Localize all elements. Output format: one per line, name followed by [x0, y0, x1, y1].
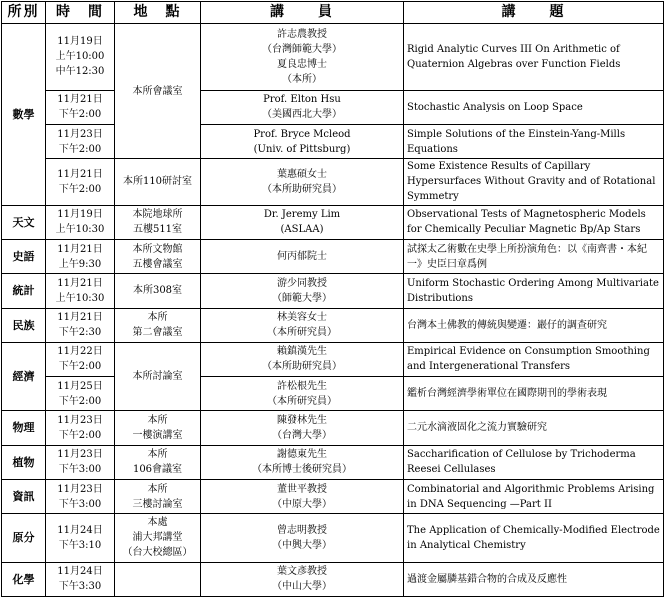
speaker-cell [201, 445, 404, 479]
date: 11月23日 [57, 414, 103, 426]
table-row [2, 159, 664, 205]
speaker-affiliation: （本所） [282, 73, 322, 85]
speaker-name: 許志農教授 [277, 28, 327, 40]
topic-cell [404, 90, 664, 124]
place-cell [115, 308, 201, 342]
place: 106會議室 [132, 464, 183, 476]
topic: 鑑析台灣經濟學術單位在國際期刊的學術表現 [407, 388, 607, 400]
speaker-name: Prof. Elton Hsu [263, 94, 341, 106]
time: 下午3:00 [58, 464, 102, 476]
speaker-name: 何丙郁院士 [277, 251, 327, 263]
place-cell [115, 445, 201, 479]
time: 上午10:30 [55, 292, 105, 304]
table-row [2, 205, 664, 239]
speaker-name: 賴鎮漢先生 [277, 346, 327, 358]
topic: 台灣本土佛教的傳統與變遷：巖仔的調查研究 [407, 319, 607, 331]
place: 本處 [147, 517, 168, 529]
speaker-name: 許松根先生 [277, 380, 327, 392]
speaker-affiliation: （本所博士後研究員） [252, 464, 352, 476]
time-cell [46, 125, 115, 159]
speaker-affiliation: (ASLAA) [280, 224, 324, 236]
table-row [2, 445, 664, 479]
time-cell [46, 342, 115, 376]
place-cell [115, 479, 201, 513]
date: 11月25日 [57, 380, 103, 392]
time: 下午2:00 [58, 143, 102, 155]
topic-cell [404, 159, 664, 205]
date: 11月21日 [57, 168, 103, 180]
table-row [2, 274, 664, 308]
field-economics: 經濟 [2, 342, 46, 411]
speaker-cell [201, 411, 404, 445]
table-row [2, 125, 664, 159]
speaker-name: 葉惠碩女士 [277, 168, 327, 180]
date: 11月21日 [57, 312, 103, 324]
topic: The Application of Chemically-Modified Electrode in Analytical Chemistry [407, 524, 660, 551]
topic: 過渡金屬膦基錯合物的合成及反應性 [407, 573, 567, 585]
table-row [2, 411, 664, 445]
place-cell: 本所會議室 [115, 24, 201, 159]
speaker-cell [201, 125, 404, 159]
date: 11月21日 [57, 94, 103, 106]
time: 下午2:00 [58, 429, 102, 441]
topic-cell [404, 377, 664, 411]
topic-cell [404, 308, 664, 342]
topic-cell [404, 514, 664, 562]
field-physics: 物理 [2, 411, 46, 445]
place: 本所文物館 [132, 243, 183, 255]
place-cell [115, 514, 201, 562]
speaker-affiliation: （中山大學） [272, 581, 332, 593]
speaker-name: Prof. Bryce Mcleod [253, 128, 351, 140]
table-row [2, 377, 664, 411]
place: 本所 [147, 414, 168, 426]
topic: Some Existence Results of Capillary Hypersurfaces Without Gravity and of Rotational Symmetry [407, 161, 656, 203]
place: （台大校總區） [122, 547, 193, 559]
topic: Empirical Evidence on Consumption Smoothing and Intergenerational Transfers [407, 346, 650, 373]
place-cell [115, 239, 201, 273]
table-row [2, 24, 664, 91]
date: 11月24日 [57, 566, 103, 578]
time-cell [46, 159, 115, 205]
place: 五樓511室 [132, 224, 183, 236]
field-ethnology: 民族 [2, 308, 46, 342]
place-cell [115, 411, 201, 445]
speaker-cell [201, 377, 404, 411]
topic: Observational Tests of Magnetospheric Models for Chemically Peculiar Magnetic Bp/Ap Stars [407, 209, 646, 236]
speaker-name: 葉文彥教授 [277, 566, 327, 578]
time: 上午10:30 [55, 224, 105, 236]
place: 本院地球所 [132, 209, 183, 221]
topic-cell [404, 562, 664, 596]
field-information-science: 資訊 [2, 479, 46, 513]
header-place: 地 點 [115, 2, 201, 24]
speaker-name: 夏良忠博士 [277, 58, 327, 70]
topic-cell [404, 239, 664, 273]
topic: Combinatorial and Algorithmic Problems Arising in DNA Sequencing —Part II [407, 483, 655, 510]
time-cell [46, 239, 115, 273]
schedule-table [1, 1, 664, 597]
speaker-affiliation: （中原大學） [272, 498, 332, 510]
topic-cell [404, 479, 664, 513]
speaker-affiliation: （美國西北大學） [262, 109, 342, 121]
time: 上午9:30 [58, 258, 102, 270]
field-chemistry: 化學 [2, 562, 46, 596]
speaker-cell [201, 239, 404, 273]
place: 五樓會議室 [132, 258, 183, 270]
topic-cell [404, 205, 664, 239]
header-speaker: 講 員 [201, 2, 404, 24]
speaker-affiliation: （中興大學） [272, 539, 332, 551]
speaker-name: 曾志明教授 [277, 524, 327, 536]
time-cell [46, 411, 115, 445]
date: 11月21日 [57, 243, 103, 255]
speaker-cell [201, 90, 404, 124]
time-cell [46, 479, 115, 513]
topic-cell [404, 274, 664, 308]
topic-cell [404, 411, 664, 445]
speaker-cell [201, 24, 404, 91]
place: 本所 [147, 449, 168, 461]
topic: Rigid Analytic Curves III On Arithmetic of Quaternion Algebras over Function Fields [407, 43, 621, 70]
place: 浦大邦講堂 [132, 532, 183, 544]
field-statistics: 統計 [2, 274, 46, 308]
time-cell [46, 24, 115, 91]
place-cell [115, 562, 201, 596]
place: 本所 [147, 312, 168, 324]
time: 下午2:00 [58, 361, 102, 373]
date: 11月23日 [57, 449, 103, 461]
time: 上午10:00 [55, 51, 105, 63]
speaker-cell [201, 274, 404, 308]
date: 11月19日 [57, 36, 103, 48]
table-row [2, 342, 664, 376]
speaker-cell [201, 159, 404, 205]
topic: Uniform Stochastic Ordering Among Multivariate Distributions [407, 277, 659, 304]
topic-cell [404, 125, 664, 159]
speaker-cell [201, 562, 404, 596]
topic: 二元水滴液固化之流力實驗研究 [407, 422, 547, 434]
speaker-affiliation: （本所研究員） [267, 395, 337, 407]
time: 下午3:10 [58, 539, 102, 551]
time-cell [46, 308, 115, 342]
time-cell [46, 274, 115, 308]
speaker-affiliation: （台灣師範大學） [262, 43, 342, 55]
date: 11月24日 [57, 524, 103, 536]
speaker-name: 游少同教授 [277, 277, 327, 289]
topic: Simple Solutions of the Einstein-Yang-Mills Equations [407, 128, 626, 155]
field-math: 數學 [2, 24, 46, 205]
table-row [2, 239, 664, 273]
speaker-cell [201, 342, 404, 376]
time: 下午2:30 [58, 327, 102, 339]
field-botany: 植物 [2, 445, 46, 479]
topic-cell [404, 445, 664, 479]
time: 下午2:00 [58, 109, 102, 121]
header-time: 時 間 [46, 2, 115, 24]
place: 一樓演講室 [132, 429, 183, 441]
speaker-cell [201, 479, 404, 513]
field-history-philology: 史語 [2, 239, 46, 273]
speaker-name: 謝德東先生 [277, 449, 327, 461]
place-cell: 本所110研討室 [115, 159, 201, 205]
table-row [2, 562, 664, 596]
speaker-affiliation: （本所助研究員） [262, 361, 342, 373]
place: 三樓討論室 [132, 498, 183, 510]
date: 11月23日 [57, 128, 103, 140]
speaker-name: 陳發林先生 [277, 414, 327, 426]
time: 下午2:00 [58, 395, 102, 407]
speaker-cell [201, 205, 404, 239]
speaker-name: 林美容女士 [277, 312, 327, 324]
header-row [2, 2, 664, 24]
header-institute: 所別 [2, 2, 46, 24]
time: 下午3:00 [58, 498, 102, 510]
table-row [2, 308, 664, 342]
table-row [2, 479, 664, 513]
speaker-affiliation: （台灣大學） [272, 429, 332, 441]
time-cell [46, 205, 115, 239]
topic: 試探太乙術數在史學上所扮演角色：以《南齊書・本紀一》史臣曰章爲例 [407, 243, 647, 270]
place-cell: 本所308室 [115, 274, 201, 308]
speaker-name: 董世平教授 [277, 483, 327, 495]
time: 中午12:30 [55, 66, 105, 78]
field-astronomy: 天文 [2, 205, 46, 239]
place-cell: 本所討論室 [115, 342, 201, 411]
time-cell [46, 562, 115, 596]
field-atomic-molecular: 原分 [2, 514, 46, 562]
place: 第二會議室 [132, 327, 183, 339]
speaker-cell [201, 308, 404, 342]
table-row [2, 90, 664, 124]
speaker-affiliation: （本所研究員） [267, 327, 337, 339]
date: 11月21日 [57, 277, 103, 289]
time-cell [46, 445, 115, 479]
table-row [2, 514, 664, 562]
place-cell [115, 205, 201, 239]
topic-cell [404, 342, 664, 376]
header-topic: 講 題 [404, 2, 664, 24]
date: 11月19日 [57, 209, 103, 221]
place: 本所 [147, 483, 168, 495]
speaker-affiliation: (Univ. of Pittsburg) [253, 143, 351, 155]
time-cell [46, 377, 115, 411]
topic: Saccharification of Cellulose by Trichoderma Reesei Cellulases [407, 449, 636, 476]
time-cell [46, 90, 115, 124]
topic: Stochastic Analysis on Loop Space [407, 101, 583, 113]
time-cell [46, 514, 115, 562]
date: 11月22日 [57, 346, 103, 358]
time: 下午2:00 [58, 183, 102, 195]
topic-cell [404, 24, 664, 91]
speaker-affiliation: （本所助研究員） [262, 183, 342, 195]
time: 下午3:30 [58, 581, 102, 593]
date: 11月23日 [57, 483, 103, 495]
speaker-affiliation: （師範大學） [272, 292, 332, 304]
speaker-cell [201, 514, 404, 562]
speaker-name: Dr. Jeremy Lim [263, 209, 341, 221]
